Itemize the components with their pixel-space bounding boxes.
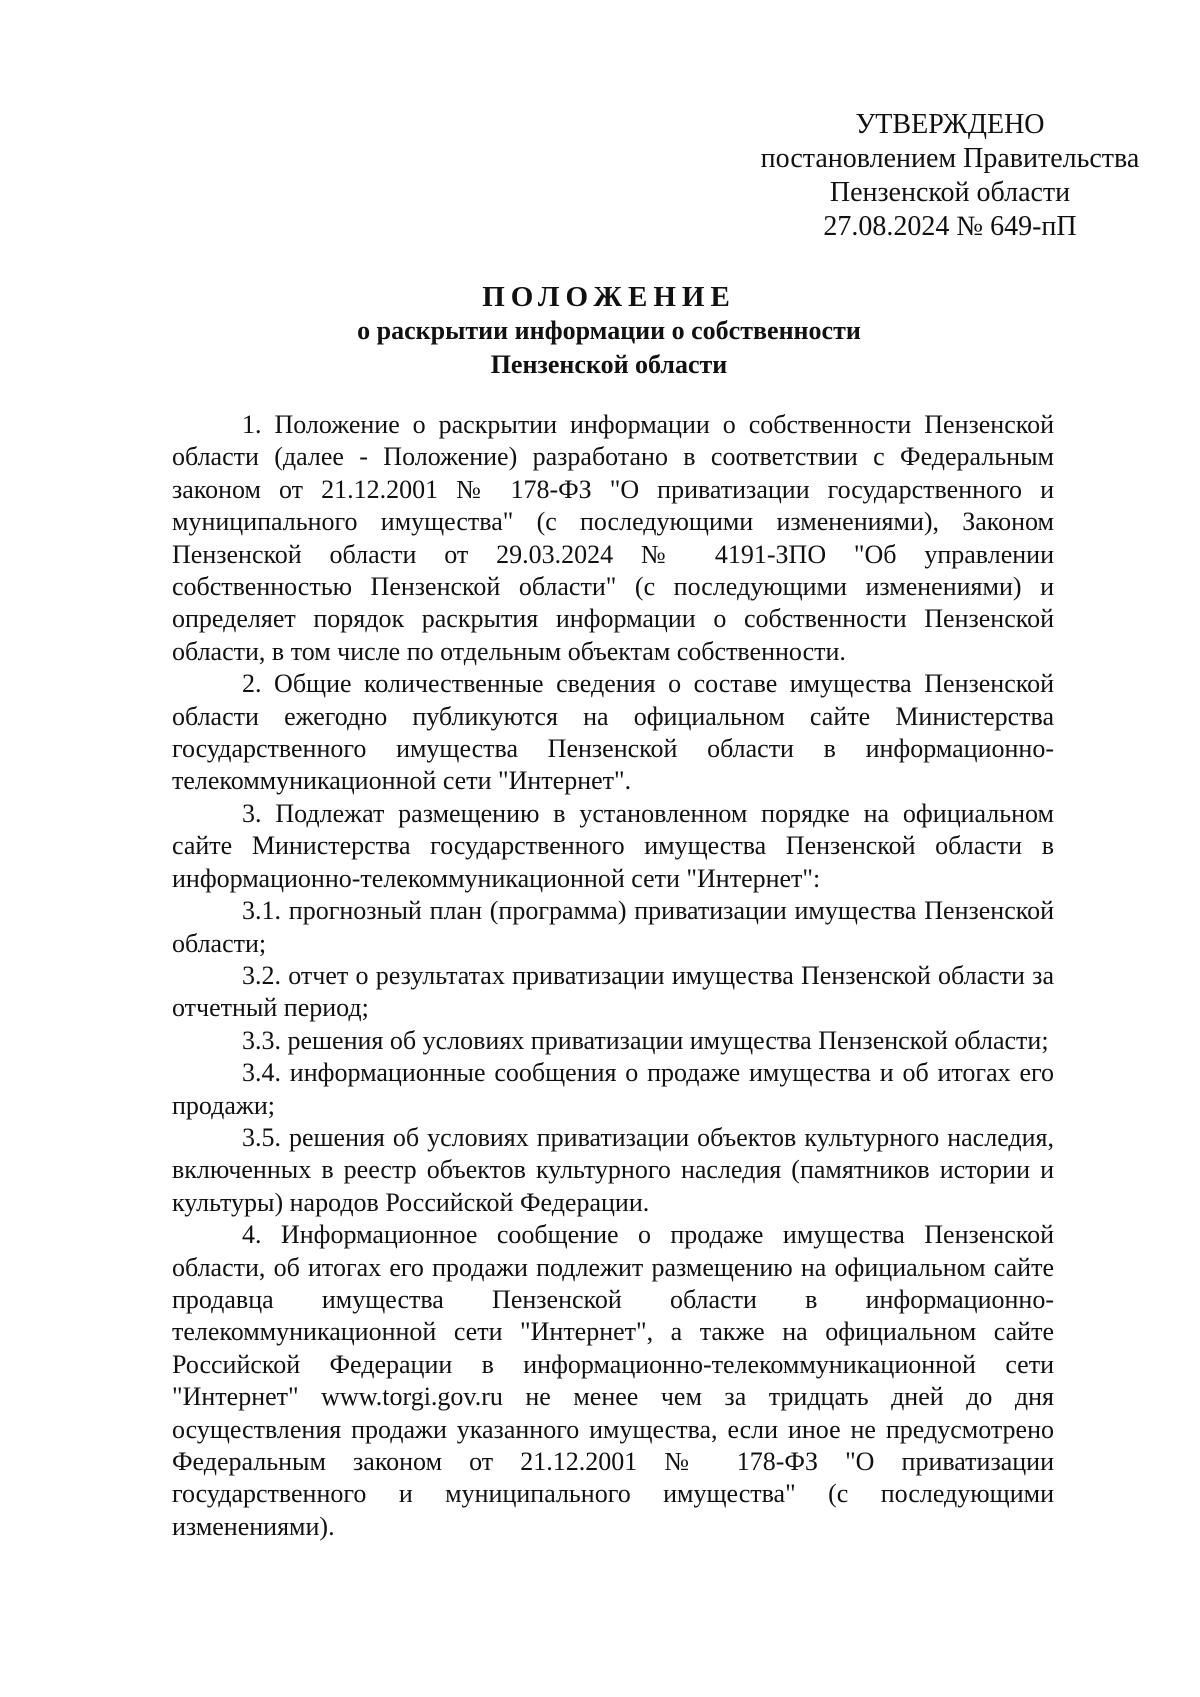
document-subtitle-line-1: о раскрытии информации о собственности (357, 316, 861, 345)
paragraph-4: 4. Информационное сообщение о продаже имущества Пензенской области, об итогах его продажи подлежит размещению на официальном сайте продавца имущества Пензенской области в информационно-телекоммуникационной сети "Интернет", а также на официальном сайте Российской Федерации в информационно-телекоммуникационной сети "Интернет" www.torgi.gov.ru не менее чем за тридцать дней до дня осуществления продажи указанного имущества, если иное не предусмотрено Федеральным законом от 21.12.2001 № 178-ФЗ "О приватизации государственного и муниципального имущества" (с последующими изменениями). (172, 1220, 1054, 1541)
paragraph-3-2: 3.2. отчет о результатах приватизации имущества Пензенской области за отчетный период; (172, 960, 1054, 1023)
approval-heading: УТВЕРЖДЕНО (855, 109, 1045, 140)
paragraph-3-1: 3.1. прогнозный план (программа) приватизации имущества Пензенской области; (172, 896, 1054, 958)
approval-region: Пензенской области (829, 177, 1071, 208)
document-title-block (160, 280, 1058, 382)
paragraph-3-4: 3.4. информационные сообщения о продаже имущества и об итогах его продажи; (172, 1058, 1054, 1120)
paragraph-3: 3. Подлежат размещению в установленном порядке на официальном сайте Министерства государственного имущества Пензенской области в информационно-телекоммуникационной сети "Интернет": (172, 798, 1054, 893)
document-body (172, 409, 1054, 1543)
paragraph-2: 2. Общие количественные сведения о составе имущества Пензенской области ежегодно публикуются на официальном сайте Министерства государственного имущества Пензенской области в информационно-телекоммуникационной сети "Интернет". (172, 669, 1054, 796)
document-subtitle-line-2: Пензенской области (490, 350, 728, 379)
approval-authority: постановлением Правительства (760, 143, 1140, 174)
approval-stamp-block (740, 108, 1160, 244)
approval-date-number: 27.08.2024 № 649-пП (823, 211, 1077, 242)
paragraph-3-3: 3.3. решения об условиях приватизации имущества Пензенской области; (242, 1025, 1049, 1055)
paragraph-1: 1. Положение о раскрытии информации о собственности Пензенской области (далее - Положение) разработано в соответствии с Федеральным законом от 21.12.2001 № 178-ФЗ "О приватизации государственного и муниципального имущества" (с последующими изменениями), Законом Пензенской области от 29.03.2024 № 4191-ЗПО "Об управлении собственностью Пензенской области" (с последующими изменениями) и определяет порядок раскрытия информации о собственности Пензенской области, в том числе по отдельным объектам собственности. (172, 410, 1054, 666)
document-title: ПОЛОЖЕНИЕ (482, 281, 736, 313)
paragraph-3-5: 3.5. решения об условиях приватизации объектов культурного наследия, включенных в реестр объектов культурного наследия (памятников истории и культуры) народов Российской Федерации. (172, 1122, 1054, 1217)
